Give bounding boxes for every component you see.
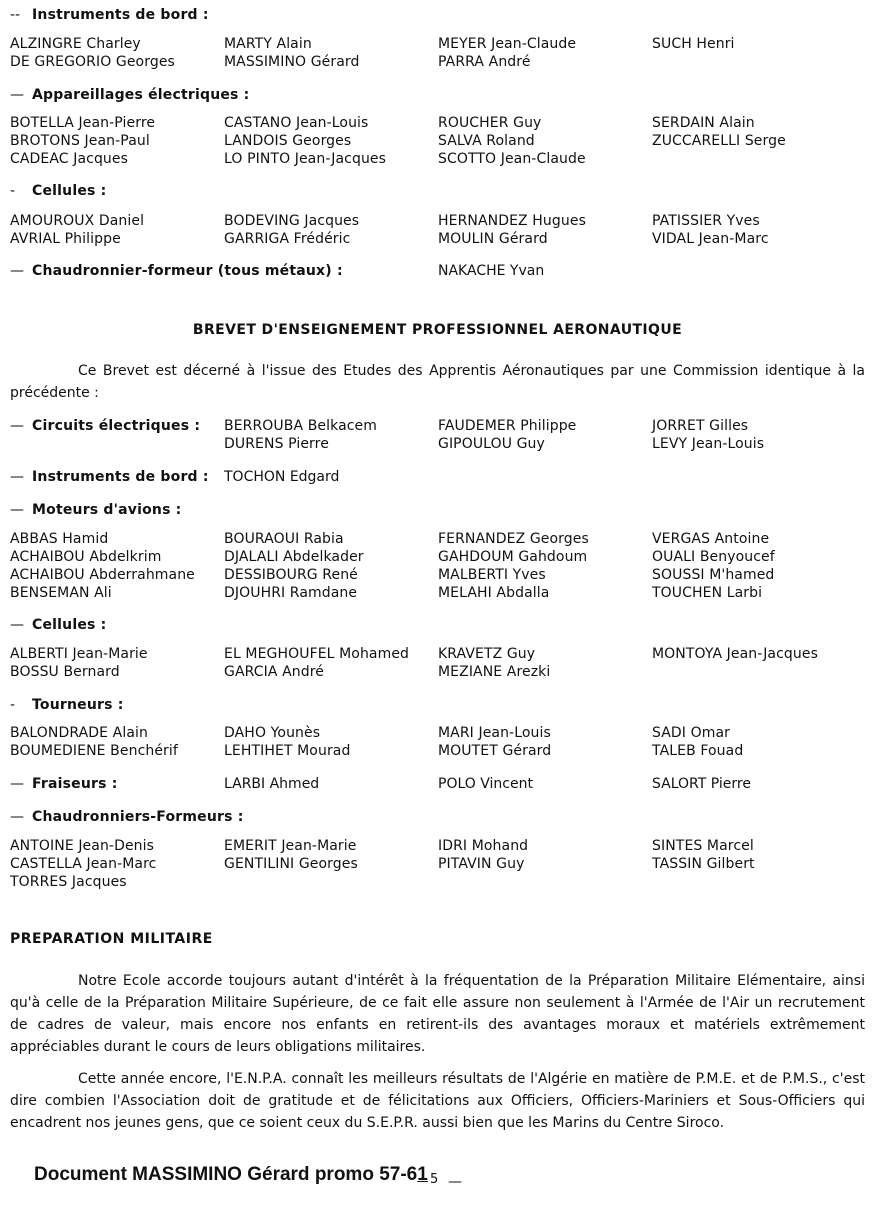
section-heading-circuits: — Circuits électriques : (10, 418, 201, 434)
brevet-intro: Ce Brevet est décerné à l'issue des Etudes des Apprentis Aéronautiques par une Commission identique à la précédente : (10, 363, 865, 401)
list-item: OUALI Benyoucef (652, 549, 775, 565)
list-item: LEHTIHET Mourad (224, 743, 351, 759)
preparation-paragraph-1: Notre Ecole accorde toujours autant d'intérêt à la fréquentation de la Préparation Militaire Elémentaire, ainsi qu'à celle de la Préparation Militaire Supérieure, de ce fait elle assure non seulement à l'Armée de l'Air un recrutement de cadres de valeur, mais encore nos enfants en retirent-ils des avantages moraux et matériels extrêmement appréciables durant le cours de leurs obligations militaires. (10, 973, 865, 1055)
list-item: SOUSSI M'hamed (652, 567, 775, 583)
list-item: BENSEMAN Ali (10, 585, 112, 601)
footer-underlined: 1 (417, 1164, 428, 1185)
list-item: CASTELLA Jean-Marc (10, 856, 157, 872)
list-item: ABBAS Hamid (10, 531, 109, 547)
list-item: ANTOINE Jean-Denis (10, 838, 155, 854)
section-heading-instruments-2: — Instruments de bord : (10, 469, 209, 485)
list-item: MOUTET Gérard (438, 743, 552, 759)
list-item: SERDAIN Alain (652, 115, 755, 131)
list-item: IDRI Mohand (438, 838, 529, 854)
list-item: TOCHON Edgard (224, 469, 340, 485)
list-item: PARRA André (438, 54, 531, 70)
section-heading-fraiseurs: — Fraiseurs : (10, 776, 118, 792)
list-item: LARBI Ahmed (224, 776, 320, 792)
list-item: TASSIN Gilbert (652, 856, 755, 872)
list-item: TOUCHEN Larbi (652, 585, 763, 601)
section-heading-chaudronniers: — Chaudronniers-Formeurs : (10, 809, 244, 825)
list-item: ALZINGRE Charley (10, 36, 141, 52)
list-item: JORRET Gilles (652, 418, 749, 434)
list-item: GIPOULOU Guy (438, 436, 545, 452)
list-item: DJOUHRI Ramdane (224, 585, 358, 601)
list-item: DAHO Younès (224, 725, 321, 741)
list-item: BOSSU Bernard (10, 664, 120, 680)
list-item: SADI Omar (652, 725, 730, 741)
list-item: CADEAC Jacques (10, 151, 129, 167)
list-item: BODEVING Jacques (224, 213, 360, 229)
names-grid-cellules-2 (10, 645, 870, 681)
list-item (652, 873, 866, 891)
section-heading-cellules-2: — Cellules : (10, 617, 107, 633)
list-item: MEYER Jean-Claude (438, 36, 577, 52)
list-item: MONTOYA Jean-Jacques (652, 646, 818, 662)
section-heading-cellules: - Cellules : (10, 183, 107, 199)
list-item: EL MEGHOUFEL Mohamed (224, 646, 410, 662)
list-item: MOULIN Gérard (438, 231, 548, 247)
list-item (652, 150, 866, 168)
preparation-paragraph-2: Cette année encore, l'E.N.P.A. connaît les meilleurs résultats de l'Algérie en matière de P.M.E. et de P.M.S., c'est dire combien l'Association doit de gratitude et de félicitations aux Officiers, Officiers-Mariniers et Sous-Officiers qui encadrent nos jeunes gens, que ce soient ceux du S.E.P.R. aussi bien que les Marins du Centre Siroco. (10, 1071, 865, 1131)
names-grid-chaudronniers (10, 837, 870, 891)
list-item: MARTY Alain (224, 36, 312, 52)
list-item: PATISSIER Yves (652, 213, 760, 229)
list-item: SCOTTO Jean-Claude (438, 151, 586, 167)
list-item: MEZIANE Arezki (438, 664, 551, 680)
list-item: PITAVIN Guy (438, 856, 525, 872)
list-item: NAKACHE Yvan (438, 263, 545, 279)
list-item: LANDOIS Georges (224, 133, 352, 149)
list-item: GARRIGA Frédéric (224, 231, 351, 247)
document-footer (34, 1164, 428, 1186)
list-item: SINTES Marcel (652, 838, 754, 854)
list-item: KRAVETZ Guy (438, 646, 536, 662)
list-item: MALBERTI Yves (438, 567, 546, 583)
list-item: FERNANDEZ Georges (438, 531, 589, 547)
list-item: VERGAS Antoine (652, 531, 770, 547)
list-item: BROTONS Jean-Paul (10, 133, 150, 149)
section-heading-tourneurs: - Tourneurs : (10, 697, 124, 713)
list-item: POLO Vincent (438, 776, 533, 792)
list-item: MARI Jean-Louis (438, 725, 551, 741)
names-grid-moteurs (10, 530, 870, 602)
list-item: BERROUBA Belkacem (224, 418, 377, 434)
list-item: DE GREGORIO Georges (10, 54, 175, 70)
list-item: ACHAIBOU Abderrahmane (10, 567, 195, 583)
list-item (652, 663, 866, 681)
list-item: BOTELLA Jean-Pierre (10, 115, 156, 131)
section-heading-instruments: -- Instruments de bord : (10, 7, 209, 23)
list-item: BOURAOUI Rabia (224, 531, 344, 547)
list-item: DURENS Pierre (224, 436, 329, 452)
list-item: ACHAIBOU Abdelkrim (10, 549, 162, 565)
list-item: GAHDOUM Gahdoum (438, 549, 588, 565)
list-item: MASSIMINO Gérard (224, 54, 360, 70)
list-item: GENTILINI Georges (224, 856, 358, 872)
list-item: BOUMEDIENE Benchérif (10, 743, 178, 759)
list-item: ROUCHER Guy (438, 115, 542, 131)
footer-text: Document MASSIMINO Gérard promo 57-6 (34, 1164, 418, 1185)
list-item: DJALALI Abdelkader (224, 549, 364, 565)
list-item: DESSIBOURG René (224, 567, 358, 583)
list-item: SALORT Pierre (652, 776, 751, 792)
list-item (652, 53, 866, 71)
page-number: 5 (430, 1172, 439, 1187)
page-dash: — (448, 1174, 462, 1190)
list-item: SUCH Henri (652, 36, 735, 52)
brevet-title: BREVET D'ENSEIGNEMENT PROFESSIONNEL AERONAUTIQUE (192, 322, 683, 338)
list-item: TORRES Jacques (10, 874, 127, 890)
list-item: BALONDRADE Alain (10, 725, 148, 741)
section-heading-moteurs: — Moteurs d'avions : (10, 502, 182, 518)
list-item: ALBERTI Jean-Marie (10, 646, 148, 662)
list-item: LEVY Jean-Louis (652, 436, 765, 452)
list-item: SALVA Roland (438, 133, 535, 149)
names-grid-circuits (224, 417, 874, 453)
preparation-title: PREPARATION MILITAIRE (10, 931, 213, 947)
list-item: EMERIT Jean-Marie (224, 838, 357, 854)
list-item: LO PINTO Jean-Jacques (224, 151, 387, 167)
list-item: AVRIAL Philippe (10, 231, 121, 247)
list-item: GARCIA André (224, 664, 324, 680)
names-grid-tourneurs (10, 724, 870, 760)
list-item (438, 873, 652, 891)
names-grid-appareillages (10, 114, 870, 168)
list-item: ZUCCARELLI Serge (652, 133, 786, 149)
list-item: FAUDEMER Philippe (438, 418, 577, 434)
list-item: AMOUROUX Daniel (10, 213, 145, 229)
section-heading-appareillages: — Appareillages électriques : (10, 87, 250, 103)
list-item: CASTANO Jean-Louis (224, 115, 369, 131)
section-heading-chaudronnier: — Chaudronnier-formeur (tous métaux) : (10, 263, 343, 279)
names-grid-cellules (10, 212, 870, 248)
list-item: TALEB Fouad (652, 743, 744, 759)
list-item: VIDAL Jean-Marc (652, 231, 769, 247)
list-item (224, 873, 438, 891)
list-item: MELAHI Abdalla (438, 585, 550, 601)
names-grid-instruments (10, 35, 870, 71)
list-item: HERNANDEZ Hugues (438, 213, 586, 229)
